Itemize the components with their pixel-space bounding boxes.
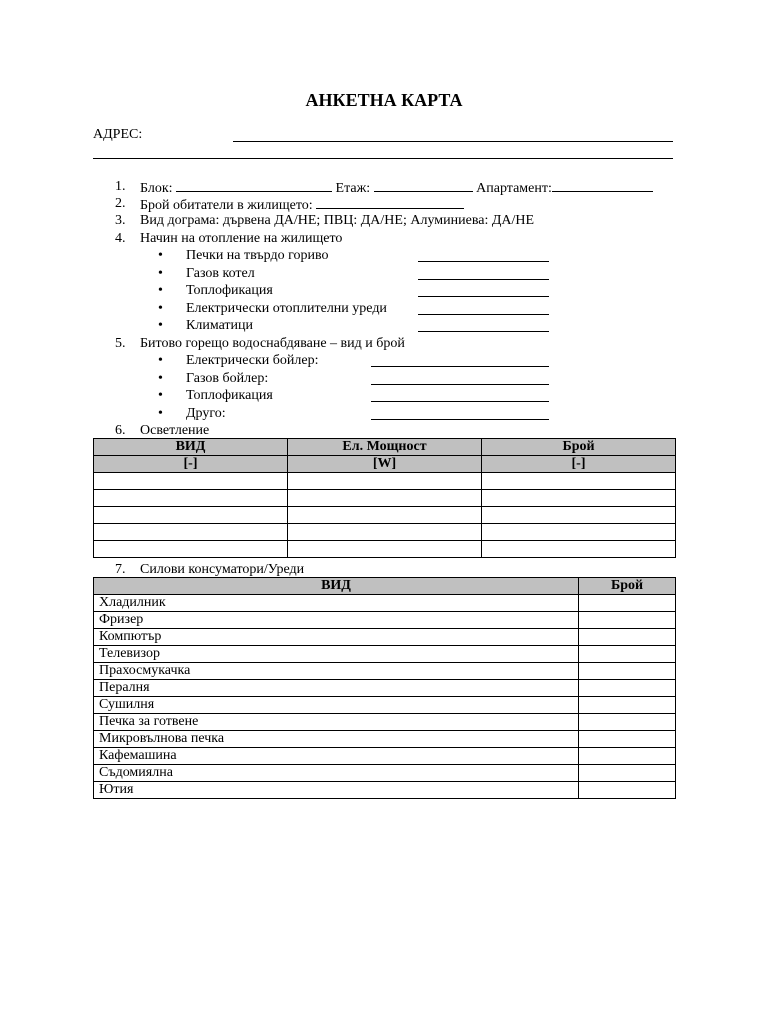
lighting-units-row [94, 456, 676, 473]
lighting-header-type: ВИД [94, 439, 288, 456]
appliance-count-cell[interactable] [579, 714, 676, 731]
appliance-count-cell[interactable] [579, 748, 676, 765]
bullet-icon: • [158, 248, 163, 263]
appliance-name: Съдомиялна [94, 765, 579, 782]
appliance-name: Телевизор [94, 646, 579, 663]
appliance-count-cell[interactable] [579, 646, 676, 663]
appliance-count-cell[interactable] [579, 680, 676, 697]
lighting-cell[interactable] [94, 507, 288, 524]
item-number-4: 4. [115, 231, 126, 246]
appliance-name: Фризер [94, 612, 579, 629]
heating-option-solid-fuel: Печки на твърдо гориво [186, 248, 329, 263]
appliance-count-cell[interactable] [579, 629, 676, 646]
lighting-header-count: Брой [482, 439, 676, 456]
item-number-7: 7. [115, 562, 126, 577]
hot-water-option-electric-boiler: Електрически бойлер: [186, 353, 319, 368]
table-row [94, 524, 676, 541]
table-row [94, 490, 676, 507]
heating-district-field[interactable] [418, 296, 549, 297]
lighting-cell[interactable] [94, 524, 288, 541]
appliance-count-cell[interactable] [579, 782, 676, 799]
lighting-header-power: Ел. Мощност [288, 439, 482, 456]
table-row [94, 782, 676, 799]
appliance-name: Пералня [94, 680, 579, 697]
appliances-header-type: ВИД [94, 578, 579, 595]
lighting-cell[interactable] [288, 541, 482, 558]
residents-label: Брой обитатели в жилището: [140, 198, 313, 213]
lighting-cell[interactable] [288, 524, 482, 541]
lighting-cell[interactable] [288, 490, 482, 507]
table-row [94, 507, 676, 524]
appliance-name: Прахосмукачка [94, 663, 579, 680]
windows-text: Вид дограма: дървена ДА/НЕ; ПВЦ: ДА/НЕ; Алуминиева: ДА/НЕ [140, 213, 535, 228]
hot-water-electric-field[interactable] [371, 366, 549, 367]
heating-electric-field[interactable] [418, 314, 549, 315]
heating-ac-field[interactable] [418, 331, 549, 332]
block-label: Блок: [140, 181, 173, 196]
hot-water-label: Битово горещо водоснабдяване – вид и брой [140, 336, 405, 351]
table-row [94, 646, 676, 663]
lighting-unit-count: [-] [482, 456, 676, 473]
hot-water-other-field[interactable] [371, 419, 549, 420]
lighting-cell[interactable] [288, 473, 482, 490]
heating-option-district-heating: Топлофикация [186, 283, 273, 298]
item-number-2: 2. [115, 196, 126, 211]
table-row [94, 663, 676, 680]
lighting-cell[interactable] [482, 507, 676, 524]
appliance-name: Ютия [94, 782, 579, 799]
appliance-count-cell[interactable] [579, 595, 676, 612]
table-row [94, 629, 676, 646]
address-label: АДРЕС: [93, 127, 143, 142]
address-field-line-2[interactable] [93, 158, 673, 159]
table-row [94, 731, 676, 748]
lighting-cell[interactable] [482, 490, 676, 507]
appliances-header-row [94, 578, 676, 595]
item-1-row [140, 180, 653, 196]
residents-field[interactable] [316, 197, 464, 209]
lighting-cell[interactable] [94, 490, 288, 507]
bullet-icon: • [158, 388, 163, 403]
hot-water-gas-field[interactable] [371, 384, 549, 385]
bullet-icon: • [158, 406, 163, 421]
item-2-row [140, 197, 464, 213]
table-row [94, 748, 676, 765]
hot-water-option-district: Топлофикация [186, 388, 273, 403]
heating-option-electric: Електрически отоплителни уреди [186, 301, 387, 316]
bullet-icon: • [158, 283, 163, 298]
heating-option-gas-boiler: Газов котел [186, 266, 255, 281]
bullet-icon: • [158, 266, 163, 281]
page-title: АНКЕТНА КАРТА [305, 90, 463, 110]
table-row [94, 541, 676, 558]
bullet-icon: • [158, 353, 163, 368]
table-row [94, 680, 676, 697]
item-number-5: 5. [115, 336, 126, 351]
apartment-label: Апартамент: [476, 181, 552, 196]
lighting-label: Осветление [140, 423, 210, 438]
appliance-count-cell[interactable] [579, 765, 676, 782]
appliance-count-cell[interactable] [579, 663, 676, 680]
lighting-unit-power: [W] [288, 456, 482, 473]
lighting-cell[interactable] [288, 507, 482, 524]
appliance-count-cell[interactable] [579, 731, 676, 748]
table-row [94, 765, 676, 782]
appliance-count-cell[interactable] [579, 612, 676, 629]
lighting-cell[interactable] [482, 541, 676, 558]
floor-label: Етаж: [335, 181, 371, 196]
hot-water-district-field[interactable] [371, 401, 549, 402]
lighting-header-row [94, 439, 676, 456]
appliance-name: Сушилня [94, 697, 579, 714]
item-number-6: 6. [115, 423, 126, 438]
appliance-count-cell[interactable] [579, 697, 676, 714]
lighting-unit-type: [-] [94, 456, 288, 473]
appliance-name: Печка за готвене [94, 714, 579, 731]
hot-water-option-gas-boiler: Газов бойлер: [186, 371, 269, 386]
heating-label: Начин на отопление на жилището [140, 231, 343, 246]
bullet-icon: • [158, 301, 163, 316]
appliances-header-count: Брой [579, 578, 676, 595]
item-number-3: 3. [115, 213, 126, 228]
appliance-name: Кафемашина [94, 748, 579, 765]
heating-solid-fuel-field[interactable] [418, 261, 549, 262]
appliances-label: Силови консуматори/Уреди [140, 562, 305, 577]
apartment-field[interactable] [552, 180, 653, 192]
hot-water-option-other: Друго: [186, 406, 226, 421]
appliance-name: Компютър [94, 629, 579, 646]
lighting-cell[interactable] [482, 524, 676, 541]
table-row [94, 612, 676, 629]
appliances-table [93, 577, 676, 799]
item-number-1: 1. [115, 179, 126, 194]
heating-gas-boiler-field[interactable] [418, 279, 549, 280]
lighting-cell[interactable] [94, 541, 288, 558]
lighting-table [93, 438, 676, 558]
address-field-line-1[interactable] [233, 141, 673, 142]
appliance-name: Хладилник [94, 595, 579, 612]
heating-option-air-conditioners: Климатици [186, 318, 254, 333]
table-row [94, 714, 676, 731]
floor-field[interactable] [374, 180, 473, 192]
table-row [94, 595, 676, 612]
lighting-cell[interactable] [94, 473, 288, 490]
block-field[interactable] [176, 180, 332, 192]
bullet-icon: • [158, 318, 163, 333]
appliance-name: Микровълнова печка [94, 731, 579, 748]
bullet-icon: • [158, 371, 163, 386]
table-row [94, 473, 676, 490]
table-row [94, 697, 676, 714]
lighting-cell[interactable] [482, 473, 676, 490]
